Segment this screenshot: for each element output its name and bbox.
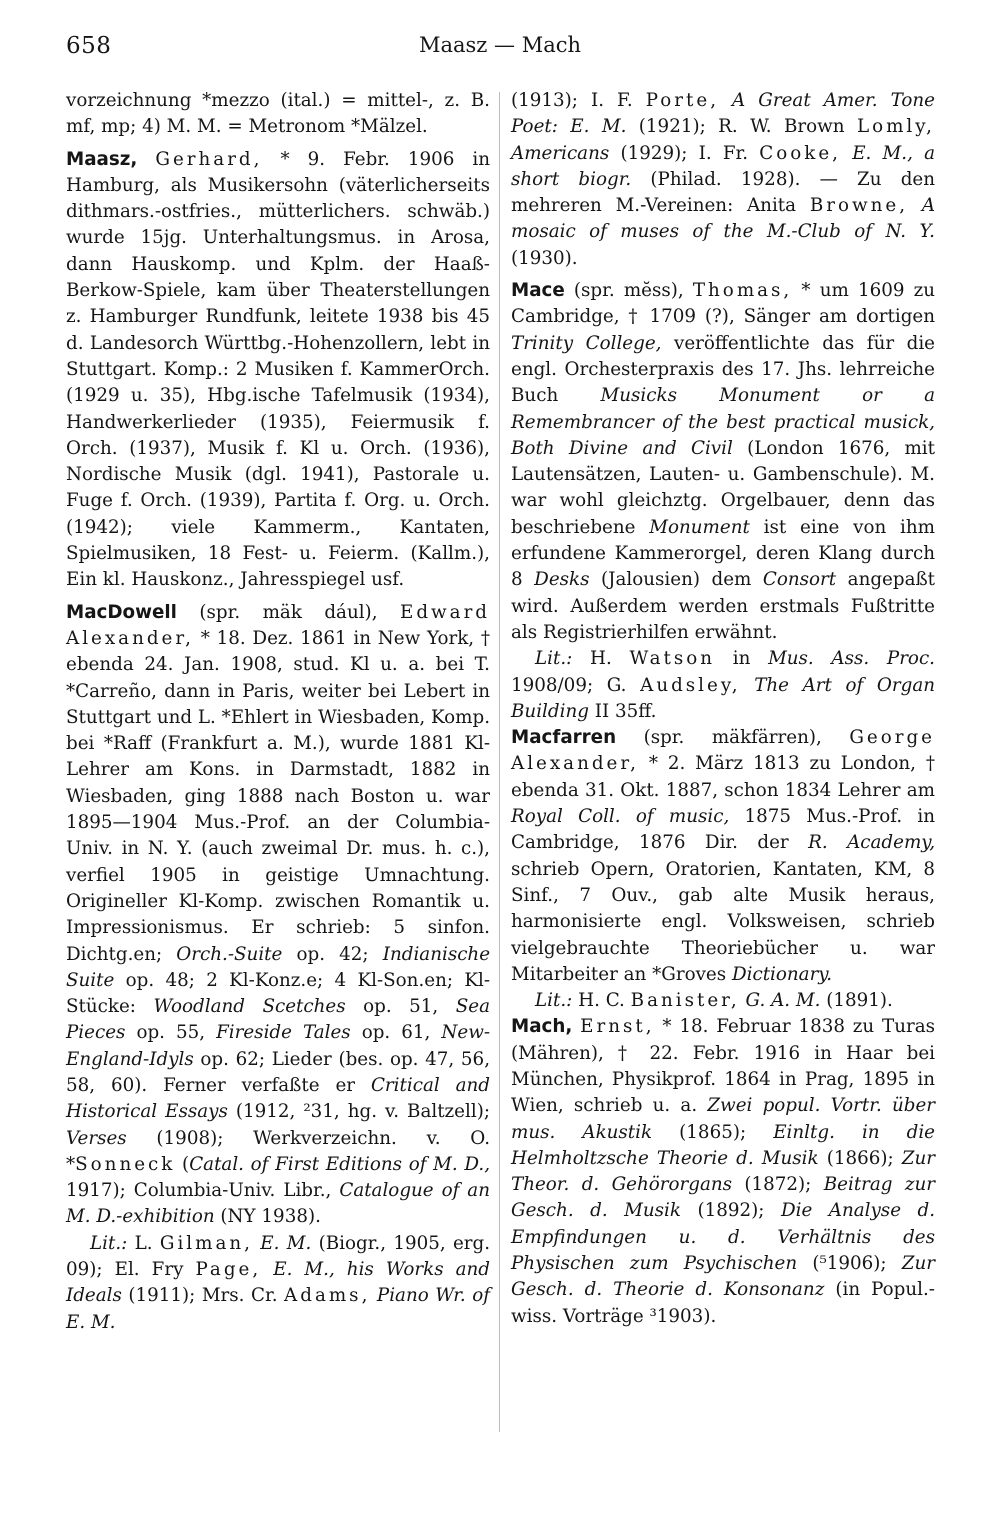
given-name: George Alexander, bbox=[511, 727, 936, 775]
running-head: Maasz — Mach bbox=[418, 33, 582, 57]
mace-literature: Lit.: H. Watson in Mus. Ass. Proc. 1908/09; G. Audsley, The Art of Organ Building II 35ff. bbox=[511, 648, 935, 722]
entry-continuation: vorzeichnung *mezzo (ital.) = mittel-, z. B. mf, mp; 4) M. M. = Metronom *Mälzel. bbox=[66, 90, 490, 138]
entry-mace: Mace (spr. mĕss), Thomas, * um 1609 zu Cambridge, † 1709 (?), Sänger am dortigen Trinity College, veröffentlichte das für die engl. Orchesterpraxis des 17. Jhs. lehrreiche Buch Musicks Monument or a Remembrancer of the best practical musick, Both Divine and Civil (London 1676, mit Lautensätzen, Lauten- u. Gambenschule). M. war wohl gleichztg. Orgelbauer, denn das beschriebene Monument ist eine von ihm erfundene Kammerorgel, deren Klang durch 8 Desks (Jalousien) dem Consort angepaßt wird. Außerdem werden erstmals Fußtritte als Registrierhilfen erwähnt. bbox=[511, 280, 936, 643]
given-name: Edward Alexander, bbox=[66, 601, 491, 649]
left-column bbox=[66, 88, 490, 1336]
given-name: Gerhard, bbox=[155, 148, 263, 170]
given-name: Thomas, bbox=[692, 280, 793, 302]
headword: Mach, bbox=[511, 1016, 573, 1038]
page-number: 658 bbox=[66, 33, 112, 59]
entry-macdowell: MacDowell (spr. mäk dául), Edward Alexander, * 18. Dez. 1861 in New York, † ebenda 24. Jan. 1908, stud. Kl u. a. bei T. *Carreño, dann in Paris, weiter bei Lebert in Stuttgart und L. *Ehlert in Wiesbaden, Komp. bei *Raff (Frankfurt a. M.), wurde 1881 Kl-Lehrer am Kons. in Darmstadt, 1882 in Wiesbaden, ging 1888 nach Boston u. war 1895—1904 Mus.-Prof. an der Columbia-Univ. in N. Y. (auch zweimal Dr. mus. h. c.), verfiel 1905 in geistige Umnachtung. Origineller Kl-Komp. zwischen Romantik u. Impressionismus. Er schrieb: 5 sinfon. Dichtg.en; Orch.-Suite op. 42; Indianische Suite op. 48; 2 Kl-Konz.e; 4 Kl-Son.en; Kl-Stücke: Woodland Scetches op. 51, Sea Pieces op. 55, Fireside Tales op. 61, New-England-Idyls op. 62; Lieder (bes. op. 47, 56, 58, 60). Ferner verfaßte er Critical and Historical Essays (1912, ²31, hg. v. Baltzell); Verses (1908); Werkverzeichn. v. O. *Sonneck (Catal. of First Editions of M. D., 1917); Columbia-Univ. Libr., Catalogue of an M. D.-exhibition (NY 1938). bbox=[66, 601, 491, 1228]
entry-maasz: Maasz, Gerhard, * 9. Febr. 1906 in Hamburg, als Musikersohn (väterlicherseits dithmars.-ostfries., mütterlichers. schwäb.) wurde 15jg. Unterhaltungsmus. in Arosa, dann Hauskomp. und Kplm. der Haaß-Berkow-Spiele, kam über Theaterstellungen z. Hamburger Rundfunk, leitete 1938 bis 45 d. Landesorch Württbg.-Hohenzollern, lebt in Stuttgart. Komp.: 2 Musiken f. KammerOrch. (1929 u. 35), Hbg.ische Tafelmusik (1934), Handwerkerlieder (1935), Feiermusik f. Orch. (1937), Musik f. Kl u. Orch. (1936), Nordische Musik (dgl. 1941), Pastorale u. Fuge f. Orch. (1939), Partita f. Org. u. Orch. (1942); viele Kammerm., Kantaten, Spielmusiken, 18 Fest- u. Feierm. (Kallm.), Ein kl. Hauskonz., Jahresspiegel usf. bbox=[66, 148, 490, 591]
headword: MacDowell bbox=[66, 601, 177, 623]
headword: Macfarren bbox=[511, 727, 617, 749]
given-name: Ernst, bbox=[580, 1016, 655, 1038]
headword: Mace bbox=[511, 280, 565, 302]
right-column bbox=[511, 88, 935, 1330]
headword: Maasz, bbox=[66, 148, 138, 170]
column-divider bbox=[499, 92, 500, 1432]
entry-continuation-macdowell: (1913); I. F. Porte, A Great Amer. Tone Poet: E. M. (1921); R. W. Brown Lomly, Americans (1929); I. Fr. Cooke, E. M., a short biogr. (Philad. 1928). — Zu den mehreren M.-Vereinen: Anita Browne, A mosaic of muses of the M.-Club of N. Y. (1930). bbox=[511, 90, 936, 269]
entry-mach: Mach, Ernst, * 18. Februar 1838 zu Turas (Mähren), † 22. Febr. 1916 in Haar bei München, Physikprof. 1864 in Prag, 1895 in Wien, schrieb u. a. Zwei popul. Vortr. über mus. Akustik (1865); Einltg. in die Helmholtzsche Theorie d. Musik (1866); Zur Theor. d. Gehörorgans (1872); Beitrag zur Gesch. d. Musik (1892); Die Analyse d. Empfindungen u. d. Verhältnis des Physischen zum Psychischen (⁵1906); Zur Gesch. d. Theorie d. Konsonanz (in Popul.-wiss. Vorträge ³1903). bbox=[511, 1016, 936, 1327]
macdowell-literature: Lit.: L. Gilman, E. M. (Biogr., 1905, erg. 09); El. Fry Page, E. M., his Works and Ideals (1911); Mrs. Cr. Adams, Piano Wr. of E. M. bbox=[66, 1232, 491, 1333]
entry-macfarren: Macfarren (spr. mäkfärren), George Alexander, * 2. März 1813 zu London, † ebenda 31. Okt. 1887, schon 1834 Lehrer am Royal Coll. of music, 1875 Mus.-Prof. in Cambridge, 1876 Dir. der R. Academy, schrieb Opern, Oratorien, Kantaten, KM, 8 Sinf., 7 Ouv., gab alte Musik heraus, harmonisierte engl. Volksweisen, schrieb vielgebrauchte Theoriebücher u. war Mitarbeiter an *Groves Dictionary. bbox=[511, 727, 936, 985]
macfarren-literature: Lit.: H. C. Banister, G. A. M. (1891). bbox=[535, 990, 893, 1012]
